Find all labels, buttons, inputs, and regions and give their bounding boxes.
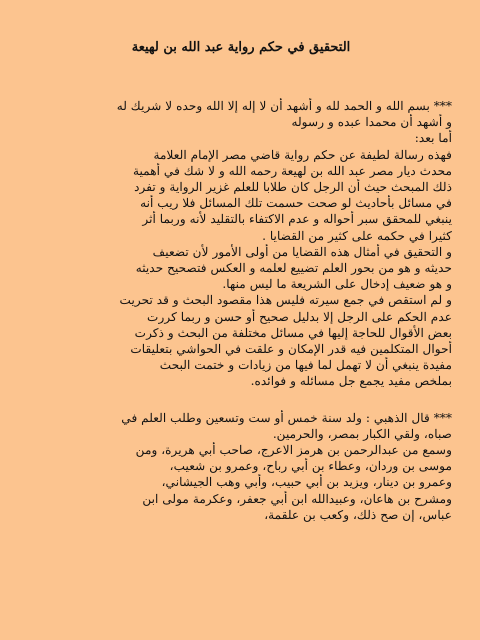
text-line: عدم الحكم على الرجل إلا بدليل صحيح أو حسن و ربما كررت bbox=[147, 309, 452, 324]
text-line: كثيرا في حكمه على كثير من القضايا . bbox=[262, 228, 452, 243]
text-line: *** بسم الله و الحمد لله و أشهد أن لا إله إلا الله وحده لا شريك له bbox=[116, 99, 452, 113]
text-line: و التحقيق في أمثال هذه القضايا من أولى الأمور لأن تضعيف bbox=[152, 244, 452, 259]
text-line: وسمع من عبدالرحمن بن هرمز الاعرج، صاحب أبي هريرة، ومن bbox=[135, 443, 452, 458]
text-line: *** قال الذهبي : ولد سنة خمس أو ست وتسعين وطلب العلم في bbox=[121, 410, 452, 425]
text-line: أحوال المتكلمين فيه قدر الإمكان و علقت في الحواشي بتعليقات bbox=[130, 342, 452, 357]
text-line: و أشهد أن محمدا عبده و رسوله bbox=[291, 115, 452, 130]
text-line: حديثه و هو من بحور العلم تضييع لعلمه و العكس فتصحيح حديثه bbox=[135, 261, 452, 276]
text-line: في مسائل بأحاديث لو صحت حسمت تلك المسائل فلا ريب أنه bbox=[140, 196, 452, 211]
text-line: ومشرح بن هاعان، وعبيدالله ابن أبي جعفر، وعكرمة مولى ابن bbox=[142, 491, 452, 506]
text-line: و هو ضعيف إدخال على الشريعة ما ليس منها. bbox=[222, 277, 452, 292]
text-line: عباس، إن صح ذلك، وكعب بن علقمة، bbox=[264, 507, 452, 522]
dhahabi-paragraph bbox=[30, 410, 452, 523]
text-line: ينبغي للمحقق سبر أحواله و عدم الاكتفاء بالتقليد لأنه وربما أثر bbox=[142, 212, 452, 227]
text-line: أما بعد: bbox=[414, 131, 452, 146]
document-title: التحقيق في حكم رواية عبد الله بن لهيعة bbox=[131, 40, 351, 55]
text-line: مفيدة ينبغي أن لا تهمل لما فيها من زيادات و ختمت البحث bbox=[159, 358, 452, 373]
intro-paragraph bbox=[30, 98, 452, 390]
text-line: محدث ديار مصر عبد الله بن لهيعة رحمه الله و لا شك في أهمية bbox=[132, 163, 452, 178]
paragraph-gap bbox=[30, 390, 452, 410]
text-line: موسى بن وردان، وعطاء بن أبي رباح، وعمرو بن شعيب، bbox=[169, 459, 452, 474]
text-line: بملخص مفيد يجمع جل مسائله و فوائده. bbox=[250, 374, 452, 389]
text-line: صباه، ولقي الكبار بمصر، والحرمين. bbox=[272, 426, 452, 441]
text-line: ذلك المبحث حيث أن الرجل كان طلابا للعلم غزير الرواية و تفرد bbox=[134, 180, 452, 195]
text-line: و لم استقص في جمع سيرته فليس هذا مقصود البحث و قد تحريت bbox=[119, 293, 452, 308]
text-line: فهذه رسالة لطيفة عن حكم رواية قاضي مصر الإمام العلامة bbox=[153, 147, 452, 162]
text-line: وعمرو بن دينار، ويزيد بن أبي حبيب، وأبي وهب الجيشاني، bbox=[161, 475, 452, 490]
text-line: بعض الأقوال للحاجة إليها في مسائل مختلفة من البحث و ذكرت bbox=[134, 325, 452, 340]
